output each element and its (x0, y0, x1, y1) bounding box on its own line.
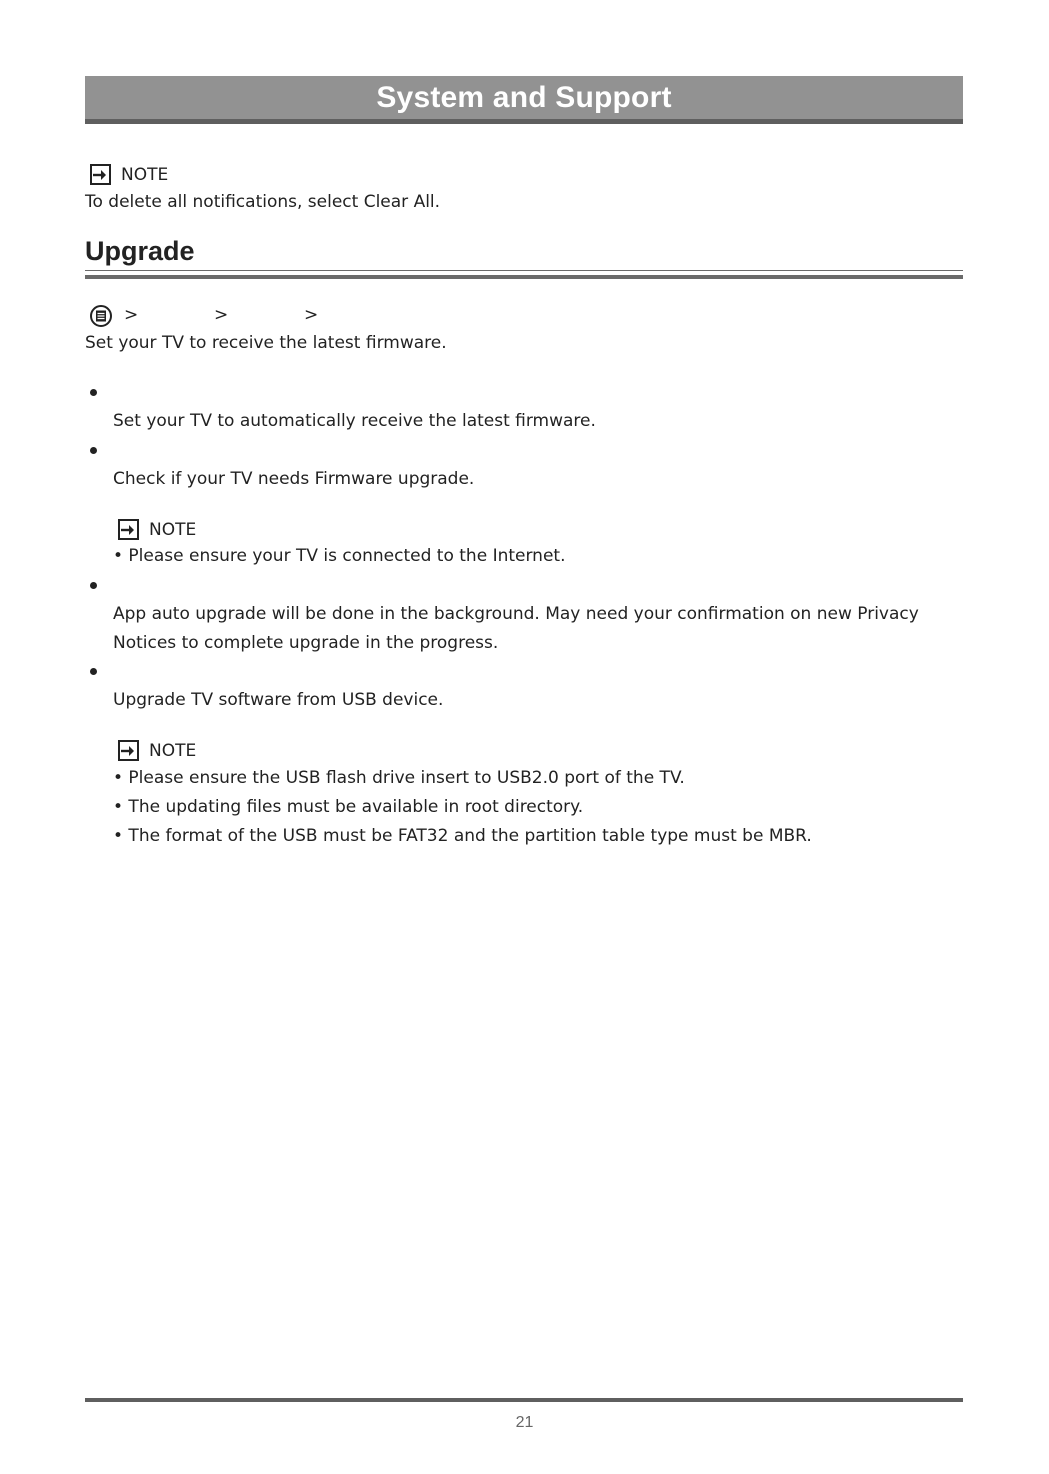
section-heading-upgrade: Upgrade (85, 236, 195, 266)
path-separator: > (304, 305, 319, 325)
menu-list-icon (90, 305, 112, 327)
upgrade-intro: Set your TV to receive the latest firmware. (85, 333, 447, 353)
note-line: • The format of the USB must be FAT32 and the partition table type must be MBR. (113, 826, 812, 846)
note-line: • The updating files must be available in root directory. (113, 797, 584, 817)
bullet (90, 582, 97, 589)
chapter-title: System and Support (376, 80, 672, 114)
note-line: • Please ensure the USB flash drive insert to USB2.0 port of the TV. (113, 768, 685, 788)
footer-rule (85, 1398, 963, 1402)
page-number: 21 (515, 1414, 534, 1431)
note-line: • Please ensure your TV is connected to the Internet. (113, 546, 566, 566)
note-header (90, 164, 168, 186)
heading-rule-thick (85, 275, 963, 279)
item-description: Check if your TV needs Firmware upgrade. (113, 469, 475, 489)
heading-rule-thin (85, 270, 963, 271)
note-arrow-icon (118, 740, 140, 762)
path-separator: > (214, 305, 229, 325)
bullet (90, 389, 97, 396)
note-label: NOTE (121, 165, 169, 185)
note-label: NOTE (149, 741, 197, 761)
item-description: Set your TV to automatically receive the latest firmware. (113, 411, 596, 431)
item-description: App auto upgrade will be done in the background. May need your confirmation on new Privacy (113, 604, 919, 624)
note-header (118, 740, 196, 762)
note-text: To delete all notifications, select Clear All. (85, 192, 441, 212)
bullet (90, 668, 97, 675)
note-label: NOTE (149, 520, 197, 540)
note-header (118, 519, 196, 541)
item-description: Notices to complete upgrade in the progress. (113, 633, 499, 653)
bullet (90, 447, 97, 454)
note-arrow-icon (90, 164, 112, 186)
chapter-banner (85, 76, 963, 124)
item-description: Upgrade TV software from USB device. (113, 690, 444, 710)
path-separator: > (124, 305, 139, 325)
menu-path (90, 305, 350, 327)
note-arrow-icon (118, 519, 140, 541)
